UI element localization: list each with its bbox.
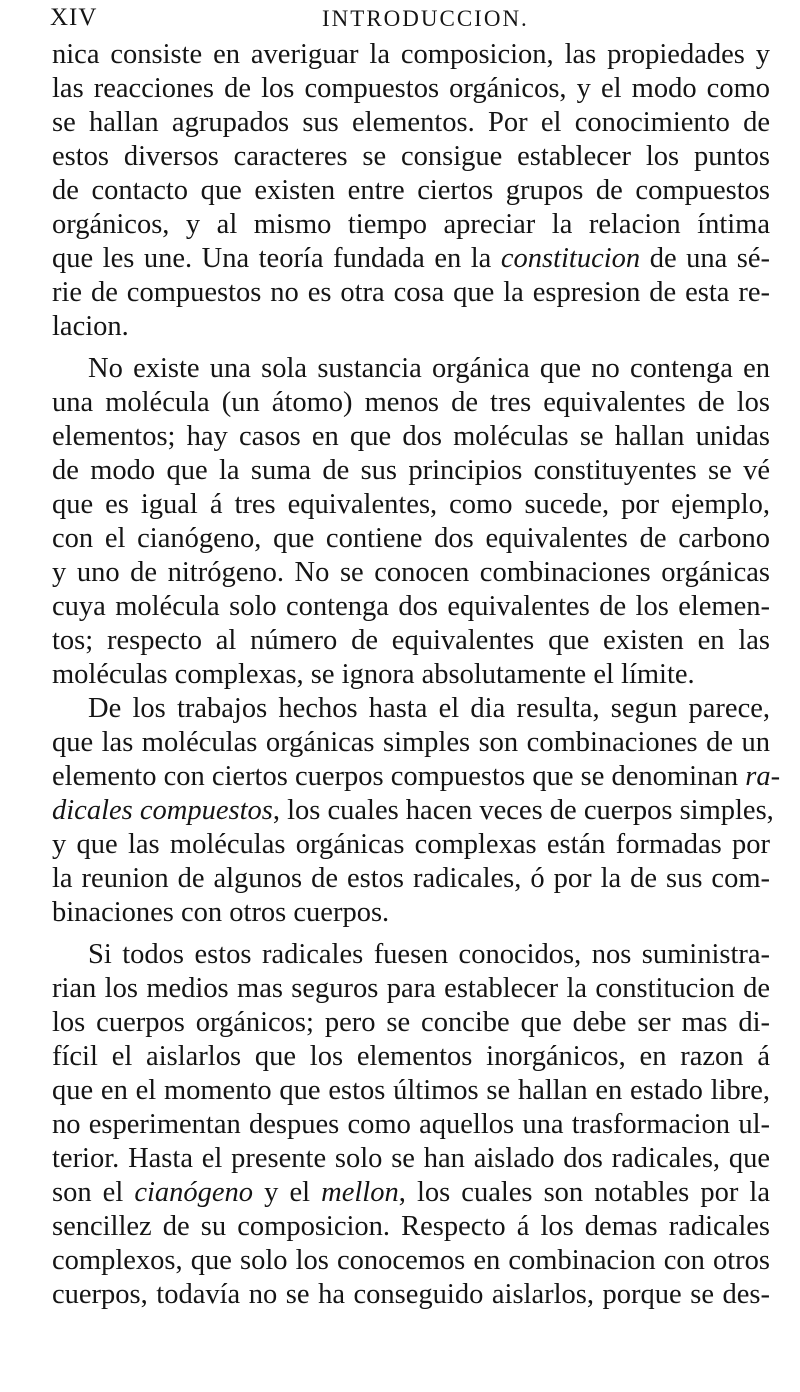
- text-line: moléculas complexas, se ignora absolutamente el límite.: [52, 659, 695, 690]
- text-line: y uno de nitrógeno. No se conocen combinaciones orgánicas: [52, 557, 770, 588]
- text-line: binaciones con otros cuerpos.: [52, 897, 390, 928]
- text-line: que les une. Una teoría fundada en la constitucion de una sé-: [52, 243, 771, 274]
- text-line: las reacciones de los compuestos orgánicos, y el modo como: [52, 73, 770, 104]
- text-line: tos; respecto al número de equivalentes que existen en las: [52, 625, 770, 656]
- text-line: con el cianógeno, que contiene dos equivalentes de carbono: [52, 523, 770, 554]
- text-line: no esperimentan despues como aquellos una trasformacion ul-: [52, 1109, 770, 1140]
- text-line: Si todos estos radicales fuesen conocidos, nos suministra-: [88, 939, 770, 970]
- page-number: XIV: [50, 4, 98, 31]
- paragraph-2: [52, 352, 770, 692]
- text-line: la reunion de algunos de estos radicales, ó por la de sus com-: [52, 863, 770, 894]
- text-line: No existe una sola sustancia orgánica que no contenga en: [88, 353, 770, 384]
- text-line: cuya molécula solo contenga dos equivalentes de los elemen-: [52, 591, 770, 622]
- text-line: que es igual á tres equivalentes, como sucede, por ejemplo,: [52, 489, 770, 520]
- text-line: dicales compuestos, los cuales hacen veces de cuerpos simples,: [52, 795, 774, 826]
- text-line: estos diversos caracteres se consigue establecer los puntos: [52, 141, 770, 172]
- text-line: complexos, que solo los conocemos en combinacion con otros: [52, 1245, 770, 1276]
- text-line: que en el momento que estos últimos se hallan en estado libre,: [52, 1075, 770, 1106]
- text-line: nica consiste en averiguar la composicion, las propiedades y: [52, 39, 770, 70]
- text-line: una molécula (un átomo) menos de tres equivalentes de los: [52, 387, 770, 418]
- text-line: orgánicos, y al mismo tiempo apreciar la relacion íntima: [52, 209, 770, 240]
- body-text: [52, 38, 781, 1312]
- text-line: de contacto que existen entre ciertos grupos de compuestos: [52, 175, 770, 206]
- paragraph-1: [52, 38, 770, 344]
- paragraph-3: [52, 692, 781, 930]
- text-line: De los trabajos hechos hasta el dia resulta, segun parece,: [88, 693, 770, 724]
- text-line: elemento con ciertos cuerpos compuestos que se denominan ra-: [52, 761, 781, 792]
- text-line: elementos; hay casos en que dos moléculas se hallan unidas: [52, 421, 770, 452]
- text-line: sencillez de su composicion. Respecto á los demas radicales: [52, 1211, 770, 1242]
- text-line: se hallan agrupados sus elementos. Por el conocimiento de: [52, 107, 770, 138]
- text-line: y que las moléculas orgánicas complexas están formadas por: [52, 829, 770, 860]
- text-line: terior. Hasta el presente solo se han aislado dos radicales, que: [52, 1143, 770, 1174]
- text-line: rie de compuestos no es otra cosa que la espresion de esta re-: [52, 277, 770, 308]
- text-line: rian los medios mas seguros para establecer la constitucion de: [52, 973, 770, 1004]
- paragraph-4: [52, 938, 770, 1312]
- text-line: fícil el aislarlos que los elementos inorgánicos, en razon á: [52, 1041, 770, 1072]
- text-line: cuerpos, todavía no se ha conseguido aislarlos, porque se des-: [52, 1279, 770, 1310]
- section-title: INTRODUCCION.: [322, 6, 529, 31]
- text-line: lacion.: [52, 311, 129, 342]
- text-line: que las moléculas orgánicas simples son combinaciones de un: [52, 727, 770, 758]
- text-line: los cuerpos orgánicos; pero se concibe que debe ser mas di-: [52, 1007, 770, 1038]
- text-line: de modo que la suma de sus principios constituyentes se vé: [52, 455, 770, 486]
- running-head: [36, 4, 756, 34]
- text-line: son el cianógeno y el mellon, los cuales son notables por la: [52, 1177, 770, 1208]
